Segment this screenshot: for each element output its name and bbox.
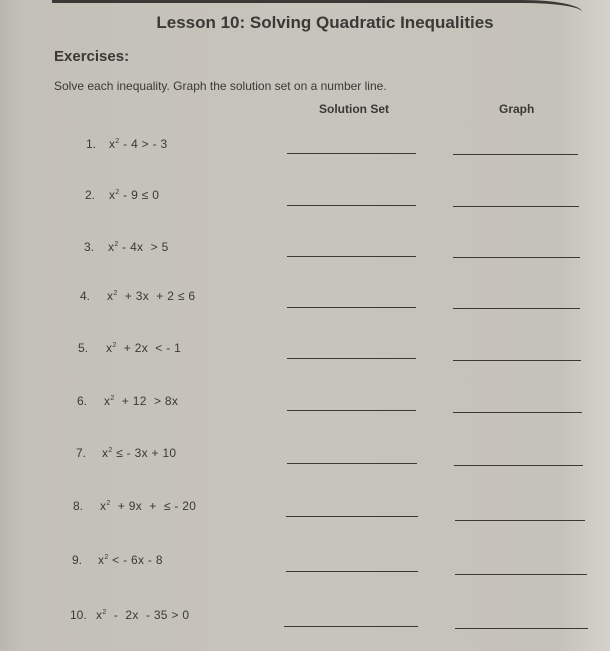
variable: x bbox=[108, 240, 115, 254]
solution-set-blank[interactable] bbox=[287, 463, 417, 464]
inequality-rest: + 2x < - 1 bbox=[116, 341, 182, 355]
exponent: 2 bbox=[113, 290, 118, 297]
exercise-number: 8. bbox=[73, 499, 84, 513]
solution-set-blank[interactable] bbox=[287, 205, 416, 206]
inequality-rest: < - 6x - 8 bbox=[108, 553, 163, 567]
inequality-rest: - 2x - 35 > 0 bbox=[106, 608, 190, 622]
exponent: 2 bbox=[115, 138, 120, 145]
exercise-inequality bbox=[109, 188, 159, 202]
variable: x bbox=[102, 446, 109, 460]
graph-blank[interactable] bbox=[453, 308, 580, 309]
inequality-rest: + 9x + ≤ - 20 bbox=[110, 499, 197, 513]
inequality-rest: - 4 > - 3 bbox=[119, 137, 168, 151]
exercise-inequality bbox=[106, 341, 181, 355]
graph-blank[interactable] bbox=[453, 206, 579, 207]
exercise-inequality bbox=[107, 289, 195, 303]
exercise-number: 7. bbox=[76, 446, 87, 460]
graph-blank[interactable] bbox=[453, 412, 582, 413]
exercise-inequality bbox=[98, 553, 163, 567]
inequality-rest: - 9 ≤ 0 bbox=[119, 188, 160, 202]
exponent: 2 bbox=[106, 500, 111, 507]
exercise-inequality bbox=[100, 499, 196, 513]
exercise-inequality bbox=[96, 608, 189, 622]
graph-blank[interactable] bbox=[454, 465, 583, 466]
solution-set-blank[interactable] bbox=[287, 410, 416, 411]
exercise-number: 10. bbox=[70, 608, 87, 622]
instructions: Solve each inequality. Graph the solution set on a number line. bbox=[54, 79, 387, 93]
graph-blank[interactable] bbox=[453, 257, 580, 258]
exponent: 2 bbox=[112, 342, 117, 349]
inequality-rest: + 12 > 8x bbox=[114, 394, 179, 408]
variable: x bbox=[107, 289, 114, 303]
inequality-rest: - 4x > 5 bbox=[118, 240, 169, 254]
inequality-rest: + 3x + 2 ≤ 6 bbox=[117, 289, 196, 303]
variable: x bbox=[109, 188, 116, 202]
exercise-inequality bbox=[108, 240, 169, 254]
graph-blank[interactable] bbox=[453, 360, 581, 361]
exponent: 2 bbox=[114, 241, 119, 248]
solution-set-blank[interactable] bbox=[286, 571, 418, 572]
exponent: 2 bbox=[104, 554, 109, 561]
exponent: 2 bbox=[115, 189, 120, 196]
column-header-graph: Graph bbox=[499, 102, 535, 116]
exercise-number: 4. bbox=[80, 289, 91, 303]
graph-blank[interactable] bbox=[455, 520, 585, 521]
exercise-number: 2. bbox=[85, 188, 96, 202]
section-heading: Exercises: bbox=[54, 48, 130, 65]
exercise-number: 9. bbox=[72, 553, 83, 567]
variable: x bbox=[104, 394, 111, 408]
variable: x bbox=[109, 137, 116, 151]
exercise-number: 3. bbox=[84, 240, 95, 254]
variable: x bbox=[106, 341, 113, 355]
solution-set-blank[interactable] bbox=[284, 626, 418, 627]
variable: x bbox=[96, 608, 103, 622]
top-border-rule bbox=[52, 0, 582, 14]
exercise-inequality bbox=[104, 394, 178, 408]
solution-set-blank[interactable] bbox=[287, 358, 416, 359]
graph-blank[interactable] bbox=[455, 574, 587, 575]
graph-blank[interactable] bbox=[453, 154, 578, 155]
solution-set-blank[interactable] bbox=[287, 256, 416, 257]
inequality-rest: ≤ - 3x + 10 bbox=[112, 446, 177, 460]
exponent: 2 bbox=[108, 447, 113, 454]
exercise-inequality bbox=[109, 137, 168, 151]
column-header-solution-set: Solution Set bbox=[319, 102, 389, 116]
exponent: 2 bbox=[110, 395, 115, 402]
exercise-number: 5. bbox=[78, 341, 89, 355]
page-title: Lesson 10: Solving Quadratic Inequalities bbox=[156, 13, 494, 32]
exercise-inequality bbox=[102, 446, 176, 460]
variable: x bbox=[100, 499, 107, 513]
exercise-number: 1. bbox=[86, 137, 97, 151]
exercise-number: 6. bbox=[77, 394, 88, 408]
graph-blank[interactable] bbox=[455, 628, 588, 629]
variable: x bbox=[98, 553, 105, 567]
solution-set-blank[interactable] bbox=[287, 153, 416, 154]
solution-set-blank[interactable] bbox=[286, 516, 418, 517]
solution-set-blank[interactable] bbox=[287, 307, 416, 308]
exponent: 2 bbox=[102, 609, 107, 616]
